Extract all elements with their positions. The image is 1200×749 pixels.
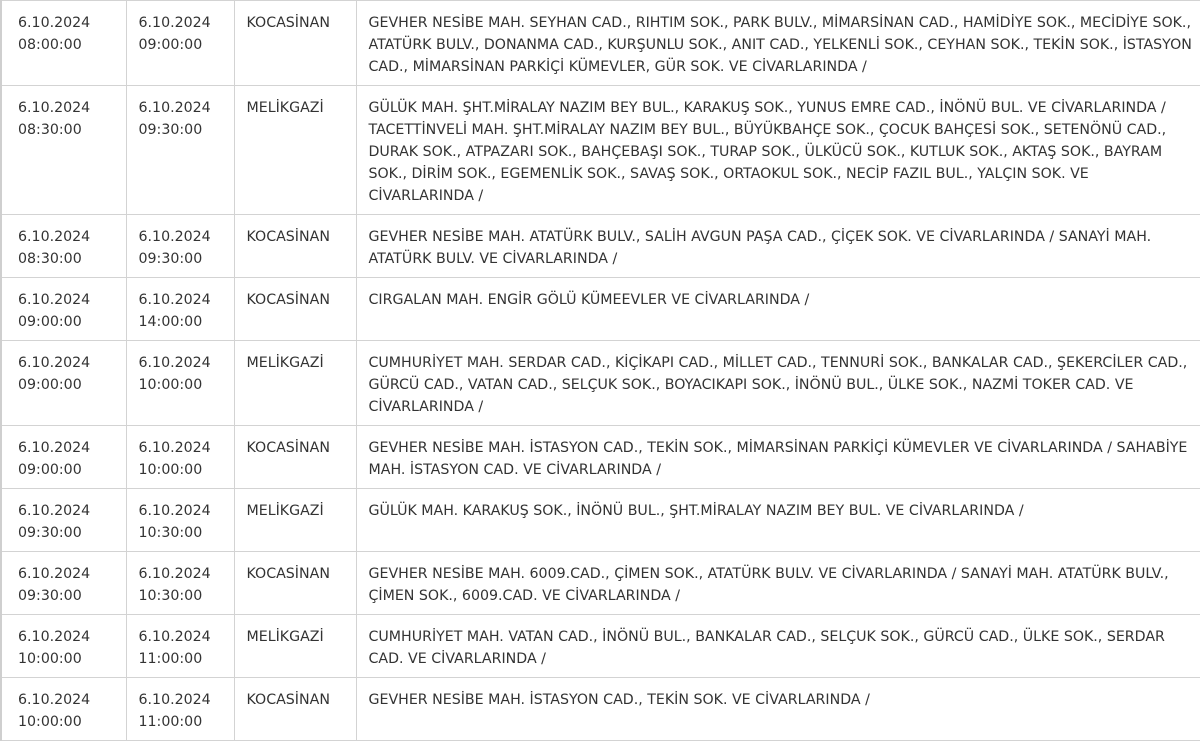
district-name: MELİKGAZİ — [246, 503, 324, 519]
address-list: GEVHER NESİBE MAH. 6009.CAD., ÇİMEN SOK., ATATÜRK BULV. VE CİVARLARINDA / SANAYİ MAH. ATATÜRK BULV., ÇİMEN SOK., 6009.CAD. VE CİVARLARINDA / — [368, 566, 1169, 604]
start-time: 08:00:00 — [18, 37, 82, 53]
address-list: GEVHER NESİBE MAH. SEYHAN CAD., RIHTIM SOK., PARK BULV., MİMARSİNAN CAD., HAMİDİYE SOK., MECİDİYE SOK., ATATÜRK BULV., DONANMA CAD., KURŞUNLU SOK., ANIT CAD., YELKENLİ SOK., CEYHAN SOK., TEKİN SOK., İSTASYON CAD., MİMARSİNAN PARKİÇİ KÜMEVLER, GÜR SOK. VE CİVARLARINDA / — [368, 15, 1192, 75]
start-date: 6.10.2024 — [18, 503, 91, 519]
end-datetime-cell — [126, 278, 234, 341]
start-time: 08:30:00 — [18, 122, 82, 138]
district-name: MELİKGAZİ — [246, 629, 324, 645]
address-list: GÜLÜK MAH. KARAKUŞ SOK., İNÖNÜ BUL., ŞHT.MİRALAY NAZIM BEY BUL. VE CİVARLARINDA / — [368, 503, 1024, 519]
start-date: 6.10.2024 — [18, 292, 91, 308]
district-name: KOCASİNAN — [246, 692, 330, 708]
end-date: 6.10.2024 — [138, 292, 211, 308]
end-datetime-cell — [126, 341, 234, 426]
address-cell — [356, 552, 1200, 615]
start-date: 6.10.2024 — [18, 566, 91, 582]
address-list: GEVHER NESİBE MAH. İSTASYON CAD., TEKİN SOK. VE CİVARLARINDA / — [368, 692, 870, 708]
table-row — [1, 615, 1200, 678]
address-cell — [356, 615, 1200, 678]
district-cell — [234, 86, 356, 215]
start-date: 6.10.2024 — [18, 629, 91, 645]
table-row — [1, 341, 1200, 426]
end-date: 6.10.2024 — [138, 566, 211, 582]
address-list: GEVHER NESİBE MAH. İSTASYON CAD., TEKİN SOK., MİMARSİNAN PARKİÇİ KÜMEVLER VE CİVARLARINDA / SAHABİYE MAH. İSTASYON CAD. VE CİVARLARINDA / — [368, 440, 1188, 478]
end-time: 10:00:00 — [138, 377, 203, 393]
start-datetime-cell — [1, 678, 126, 741]
table-row — [1, 678, 1200, 741]
district-name: KOCASİNAN — [246, 229, 330, 245]
end-date: 6.10.2024 — [138, 503, 211, 519]
table-row — [1, 278, 1200, 341]
end-datetime-cell — [126, 215, 234, 278]
start-time: 09:00:00 — [18, 377, 82, 393]
start-date: 6.10.2024 — [18, 100, 91, 116]
address-cell — [356, 215, 1200, 278]
end-time: 09:00:00 — [138, 37, 203, 53]
start-datetime-cell — [1, 615, 126, 678]
start-datetime-cell — [1, 1, 126, 86]
address-list: CIRGALAN MAH. ENGİR GÖLÜ KÜMEEVLER VE CİVARLARINDA / — [368, 292, 810, 308]
district-name: KOCASİNAN — [246, 15, 330, 31]
district-cell — [234, 615, 356, 678]
district-cell — [234, 341, 356, 426]
end-date: 6.10.2024 — [138, 100, 211, 116]
outage-table-body — [1, 1, 1200, 741]
start-time: 10:00:00 — [18, 651, 82, 667]
address-cell — [356, 1, 1200, 86]
table-row — [1, 215, 1200, 278]
start-datetime-cell — [1, 215, 126, 278]
end-datetime-cell — [126, 1, 234, 86]
start-datetime-cell — [1, 489, 126, 552]
address-list: GEVHER NESİBE MAH. ATATÜRK BULV., SALİH AVGUN PAŞA CAD., ÇİÇEK SOK. VE CİVARLARINDA / SANAYİ MAH. ATATÜRK BULV. VE CİVARLARINDA / — [368, 229, 1152, 267]
end-datetime-cell — [126, 678, 234, 741]
end-date: 6.10.2024 — [138, 692, 211, 708]
end-time: 09:30:00 — [138, 122, 203, 138]
start-time: 09:00:00 — [18, 314, 82, 330]
address-cell — [356, 278, 1200, 341]
start-date: 6.10.2024 — [18, 15, 91, 31]
start-datetime-cell — [1, 341, 126, 426]
end-date: 6.10.2024 — [138, 15, 211, 31]
address-cell — [356, 341, 1200, 426]
address-list: GÜLÜK MAH. ŞHT.MİRALAY NAZIM BEY BUL., KARAKUŞ SOK., YUNUS EMRE CAD., İNÖNÜ BUL. VE CİVARLARINDA / TACETTİNVELİ MAH. ŞHT.MİRALAY NAZIM BEY BUL., BÜYÜKBAHÇE SOK., ÇOCUK BAHÇESİ SOK., SETENÖNÜ CAD., DURAK SOK., ATPAZARI SOK., BAHÇEBAŞI SOK., TURAP SOK., ÜLKÜCÜ SOK., KUTLUK SOK., AKTAŞ SOK., BAYRAM SOK., DİRİM SOK., EGEMENLİK SOK., SAVAŞ SOK., ORTAOKUL SOK., NECİP FAZIL BUL., YALÇIN SOK. VE CİVARLARINDA / — [368, 100, 1167, 204]
start-time: 08:30:00 — [18, 251, 82, 267]
end-date: 6.10.2024 — [138, 355, 211, 371]
district-cell — [234, 426, 356, 489]
start-date: 6.10.2024 — [18, 229, 91, 245]
end-time: 11:00:00 — [138, 714, 203, 730]
district-name: MELİKGAZİ — [246, 355, 324, 371]
end-date: 6.10.2024 — [138, 229, 211, 245]
end-datetime-cell — [126, 615, 234, 678]
address-list: CUMHURİYET MAH. VATAN CAD., İNÖNÜ BUL., BANKALAR CAD., SELÇUK SOK., GÜRCÜ CAD., ÜLKE SOK., SERDAR CAD. VE CİVARLARINDA / — [368, 629, 1165, 667]
end-time: 10:00:00 — [138, 462, 203, 478]
district-cell — [234, 678, 356, 741]
start-time: 09:00:00 — [18, 462, 82, 478]
start-datetime-cell — [1, 278, 126, 341]
end-date: 6.10.2024 — [138, 440, 211, 456]
address-cell — [356, 426, 1200, 489]
district-cell — [234, 1, 356, 86]
start-time: 09:30:00 — [18, 525, 82, 541]
table-row — [1, 426, 1200, 489]
end-date: 6.10.2024 — [138, 629, 211, 645]
district-cell — [234, 215, 356, 278]
district-cell — [234, 552, 356, 615]
address-cell — [356, 678, 1200, 741]
start-date: 6.10.2024 — [18, 440, 91, 456]
table-row — [1, 86, 1200, 215]
end-time: 10:30:00 — [138, 525, 203, 541]
start-time: 10:00:00 — [18, 714, 82, 730]
end-time: 09:30:00 — [138, 251, 203, 267]
table-row — [1, 1, 1200, 86]
district-cell — [234, 278, 356, 341]
address-list: CUMHURİYET MAH. SERDAR CAD., KİÇİKAPI CAD., MİLLET CAD., TENNURİ SOK., BANKALAR CAD., ŞEKERCİLER CAD., GÜRCÜ CAD., VATAN CAD., SELÇUK SOK., BOYACIKAPI SOK., İNÖNÜ BUL., ÜLKE SOK., NAZMİ TOKER CAD. VE CİVARLARINDA / — [368, 355, 1188, 415]
district-cell — [234, 489, 356, 552]
start-date: 6.10.2024 — [18, 355, 91, 371]
address-cell — [356, 86, 1200, 215]
table-row — [1, 489, 1200, 552]
start-datetime-cell — [1, 86, 126, 215]
start-datetime-cell — [1, 426, 126, 489]
start-date: 6.10.2024 — [18, 692, 91, 708]
end-time: 11:00:00 — [138, 651, 203, 667]
address-cell — [356, 489, 1200, 552]
end-time: 14:00:00 — [138, 314, 203, 330]
district-name: MELİKGAZİ — [246, 100, 324, 116]
end-datetime-cell — [126, 552, 234, 615]
end-datetime-cell — [126, 489, 234, 552]
start-time: 09:30:00 — [18, 588, 82, 604]
district-name: KOCASİNAN — [246, 292, 330, 308]
district-name: KOCASİNAN — [246, 440, 330, 456]
end-datetime-cell — [126, 426, 234, 489]
table-row — [1, 552, 1200, 615]
end-time: 10:30:00 — [138, 588, 203, 604]
start-datetime-cell — [1, 552, 126, 615]
end-datetime-cell — [126, 86, 234, 215]
district-name: KOCASİNAN — [246, 566, 330, 582]
